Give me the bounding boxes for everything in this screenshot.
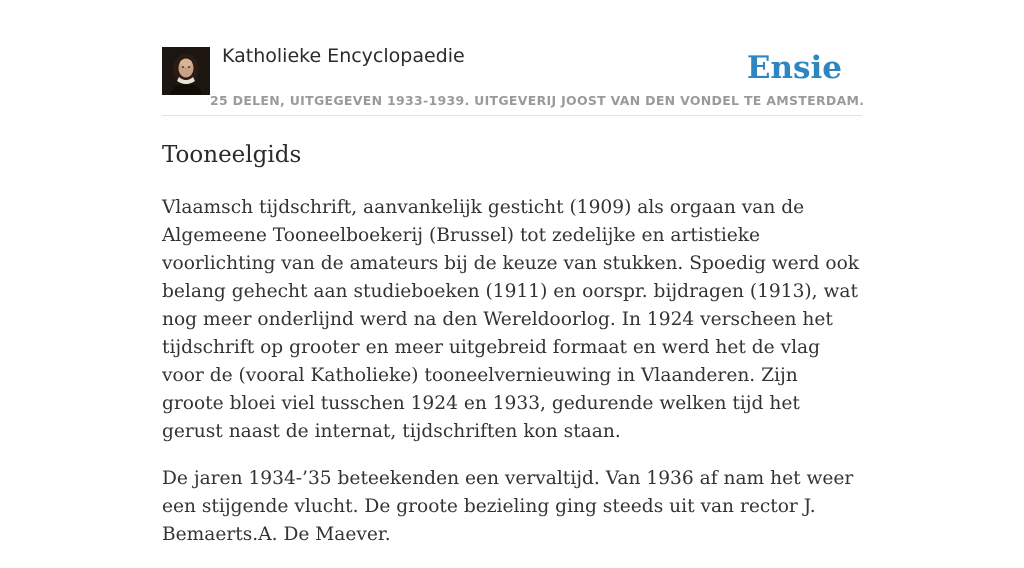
source-avatar[interactable] xyxy=(162,47,210,95)
portrait-icon xyxy=(162,47,210,95)
source-meta: 25 DELEN, UITGEGEVEN 1933-1939. UITGEVERIJ JOOST VAN DEN VONDEL TE AMSTERDAM. xyxy=(210,93,865,108)
source-title[interactable]: Katholieke Encyclopaedie xyxy=(222,45,465,67)
article-paragraph: De jaren 1934-’35 beteekenden een vervaltijd. Van 1936 af nam het weer een stijgende vlucht. De groote bezieling ging steeds uit van rector J. Bemaerts.A. De Maever. xyxy=(162,468,854,545)
article-title: Tooneelgids xyxy=(162,142,302,168)
article-paragraph: Vlaamsch tijdschrift, aanvankelijk gesticht (1909) als orgaan van de Algemeene Tooneelboekerij (Brussel) tot zedelijke en artistieke voorlichting van de amateurs bij de keuze van stukken. Spoedig werd ook belang gehecht aan studieboeken (1911) en oorspr. bijdragen (1913), wat nog meer onderlijnd werd na den Wereldoorlog. In 1924 verscheen het tijdschrift op grooter en meer uitgebreid formaat en werd het de vlag voor de (vooral Katholieke) tooneelvernieuwing in Vlaanderen. Zijn groote bloei viel tusschen 1924 en 1933, gedurende welken tijd het gerust naast de internat, tijdschriften kon staan. xyxy=(162,197,860,442)
article xyxy=(162,138,862,568)
source-header xyxy=(162,0,865,116)
ensie-logo[interactable]: Ensie xyxy=(746,50,842,86)
